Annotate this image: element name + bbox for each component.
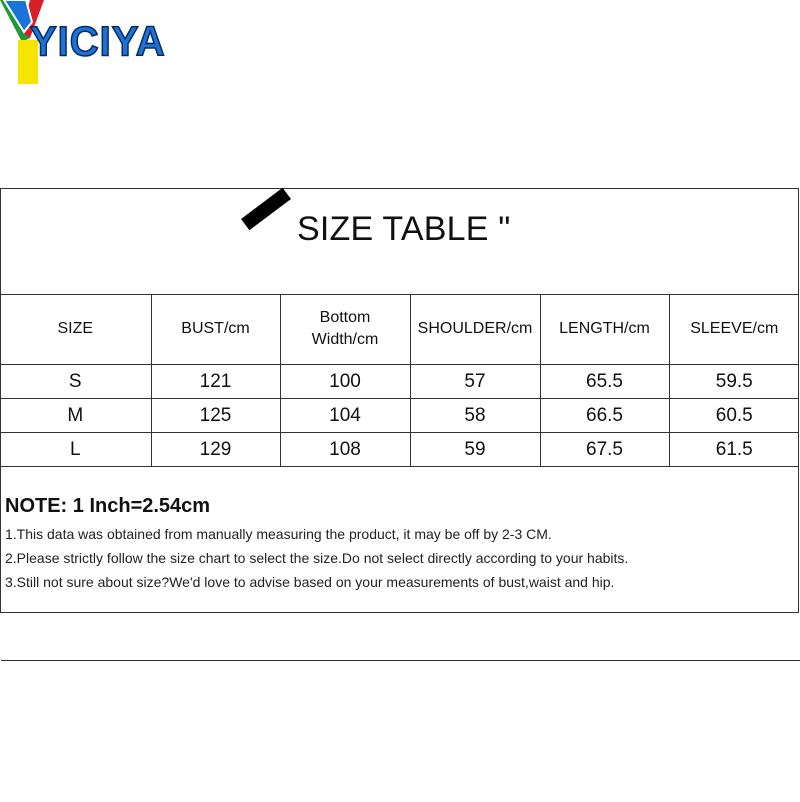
table-header-row [0, 294, 799, 365]
table-cell: 129 [151, 433, 280, 467]
table-cell: 108 [280, 433, 410, 467]
table-cell: 59 [410, 433, 540, 467]
table-cell: 59.5 [669, 365, 799, 399]
notes-section [1, 660, 800, 802]
table-cell: L [0, 433, 151, 467]
table-row [0, 365, 799, 399]
table-cell: 125 [151, 399, 280, 433]
column-header: SIZE [0, 294, 151, 365]
column-header: SHOULDER/cm [410, 294, 540, 365]
table-cell: M [0, 399, 151, 433]
logo-text: YICIYA [30, 18, 166, 66]
brand-logo [0, 0, 180, 90]
table-cell: 66.5 [540, 399, 669, 433]
table-cell: 100 [280, 365, 410, 399]
table-cell: 61.5 [669, 433, 799, 467]
column-header: LENGTH/cm [540, 294, 669, 365]
table-cell: 60.5 [669, 399, 799, 433]
note-line-2: 2.Please strictly follow the size chart to select the size.Do not select directly according to your habits. [5, 550, 629, 566]
column-header-label: Bottom Width/cm [311, 309, 379, 348]
table-cell: 58 [410, 399, 540, 433]
size-table [0, 294, 799, 467]
table-cell: 104 [280, 399, 410, 433]
table-cell: 67.5 [540, 433, 669, 467]
note-title: NOTE: 1 Inch=2.54cm [5, 495, 211, 517]
note-line-3: 3.Still not sure about size?We'd love to advise based on your measurements of bust,waist and hip. [5, 574, 615, 590]
note-line-1: 1.This data was obtained from manually measuring the product, it may be off by 2-3 CM. [5, 526, 552, 542]
column-header: SLEEVE/cm [669, 294, 799, 365]
table-row [0, 399, 799, 433]
table-row [0, 433, 799, 467]
column-header: BUST/cm [151, 294, 280, 365]
table-cell: 65.5 [540, 365, 669, 399]
table-cell: 57 [410, 365, 540, 399]
column-header [280, 294, 410, 365]
table-cell: S [0, 365, 151, 399]
page-title: SIZE TABLE " [297, 210, 511, 248]
table-cell: 121 [151, 365, 280, 399]
